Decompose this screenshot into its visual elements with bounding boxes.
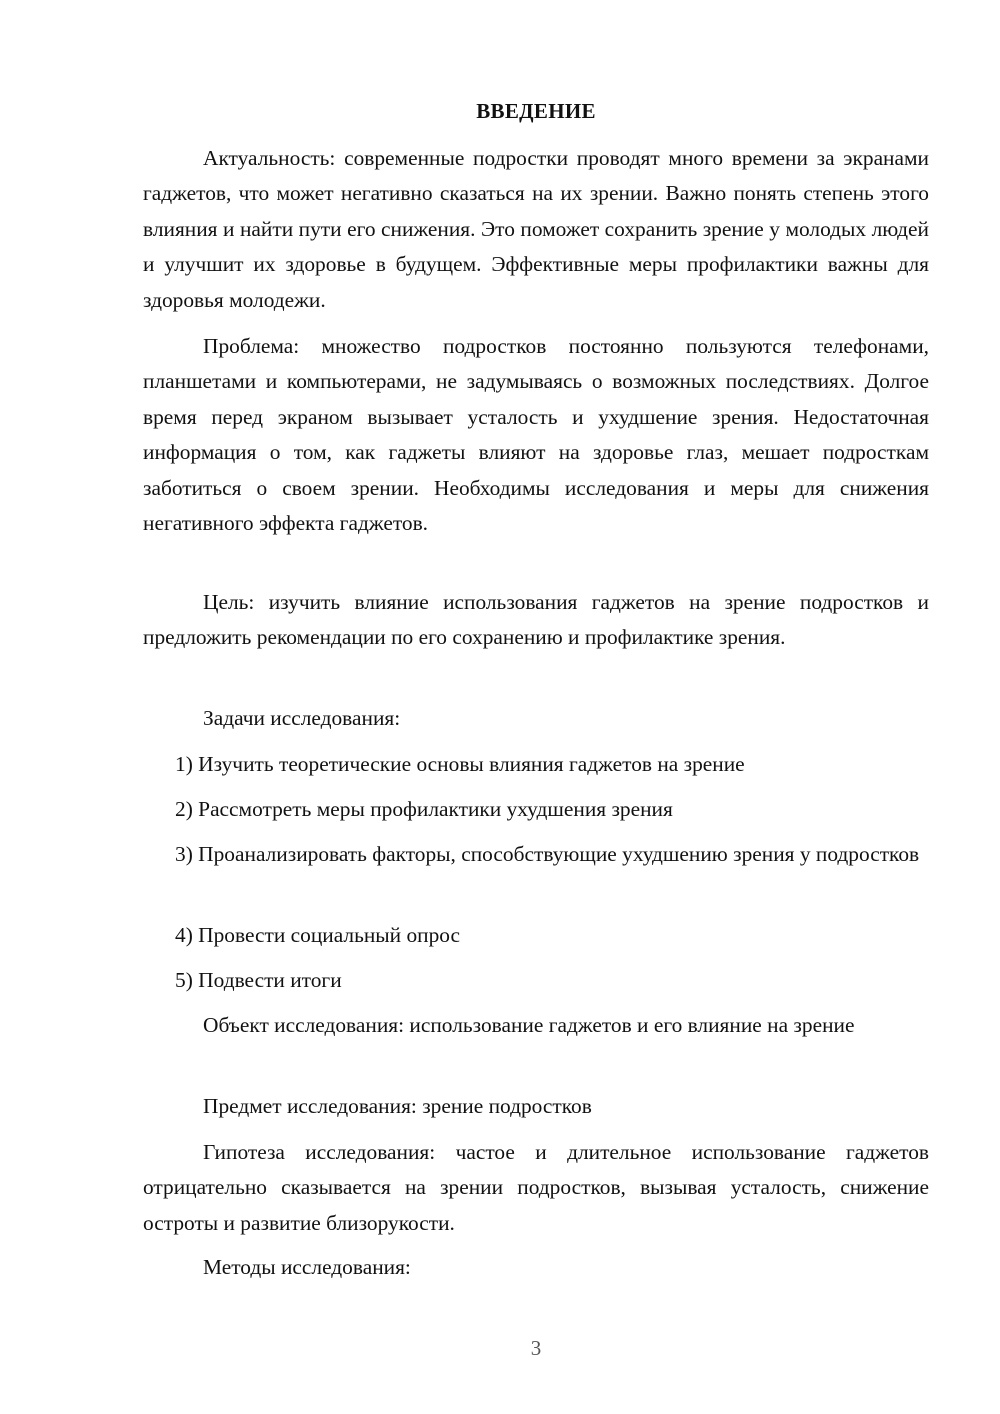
paragraph-goal: Цель: изучить влияние использования гаджетов на зрение подростков и предложить рекомендации по его сохранению и профилактике зрения.	[143, 590, 929, 650]
list-item: 3) Проанализировать факторы, способствующие ухудшению зрения у подростков	[175, 842, 920, 866]
tasks-heading: Задачи исследования:	[203, 706, 401, 730]
paragraph-hypothesis: Гипотеза исследования: частое и длительное использование гаджетов отрицательно сказывается на зрении подростков, вызывая усталость, снижение остроты и развитие близорукости.	[143, 1140, 929, 1235]
list-item: 5) Подвести итоги	[175, 968, 342, 992]
page-title: ВВЕДЕНИЕ	[476, 99, 596, 123]
paragraph-relevance: Актуальность: современные подростки проводят много времени за экранами гаджетов, что может негативно сказаться на их зрении. Важно понять степень этого влияния и найти пути его снижения. Это поможет сохранить зрение у молодых людей и улучшит их здоровье в будущем. Эффективные меры профилактики важны для здоровья молодежи.	[143, 146, 929, 312]
paragraph-object: Объект исследования: использование гаджетов и его влияние на зрение	[203, 1013, 855, 1037]
page-number: 3	[530, 1336, 542, 1360]
list-item: 2) Рассмотреть меры профилактики ухудшения зрения	[175, 797, 673, 821]
document-page	[143, 0, 929, 1414]
methods-heading: Методы исследования:	[203, 1255, 411, 1279]
paragraph-subject: Предмет исследования: зрение подростков	[203, 1094, 592, 1118]
list-item: 4) Провести социальный опрос	[175, 923, 461, 947]
paragraph-problem: Проблема: множество подростков постоянно пользуются телефонами, планшетами и компьютерами, не задумываясь о возможных последствиях. Долгое время перед экраном вызывает усталость и ухудшение зрения. Недостаточная информация о том, как гаджеты влияют на здоровье глаз, мешает подросткам заботиться о своем зрении. Необходимы исследования и меры для снижения негативного эффекта гаджетов.	[143, 334, 929, 536]
list-item: 1) Изучить теоретические основы влияния гаджетов на зрение	[175, 752, 745, 776]
